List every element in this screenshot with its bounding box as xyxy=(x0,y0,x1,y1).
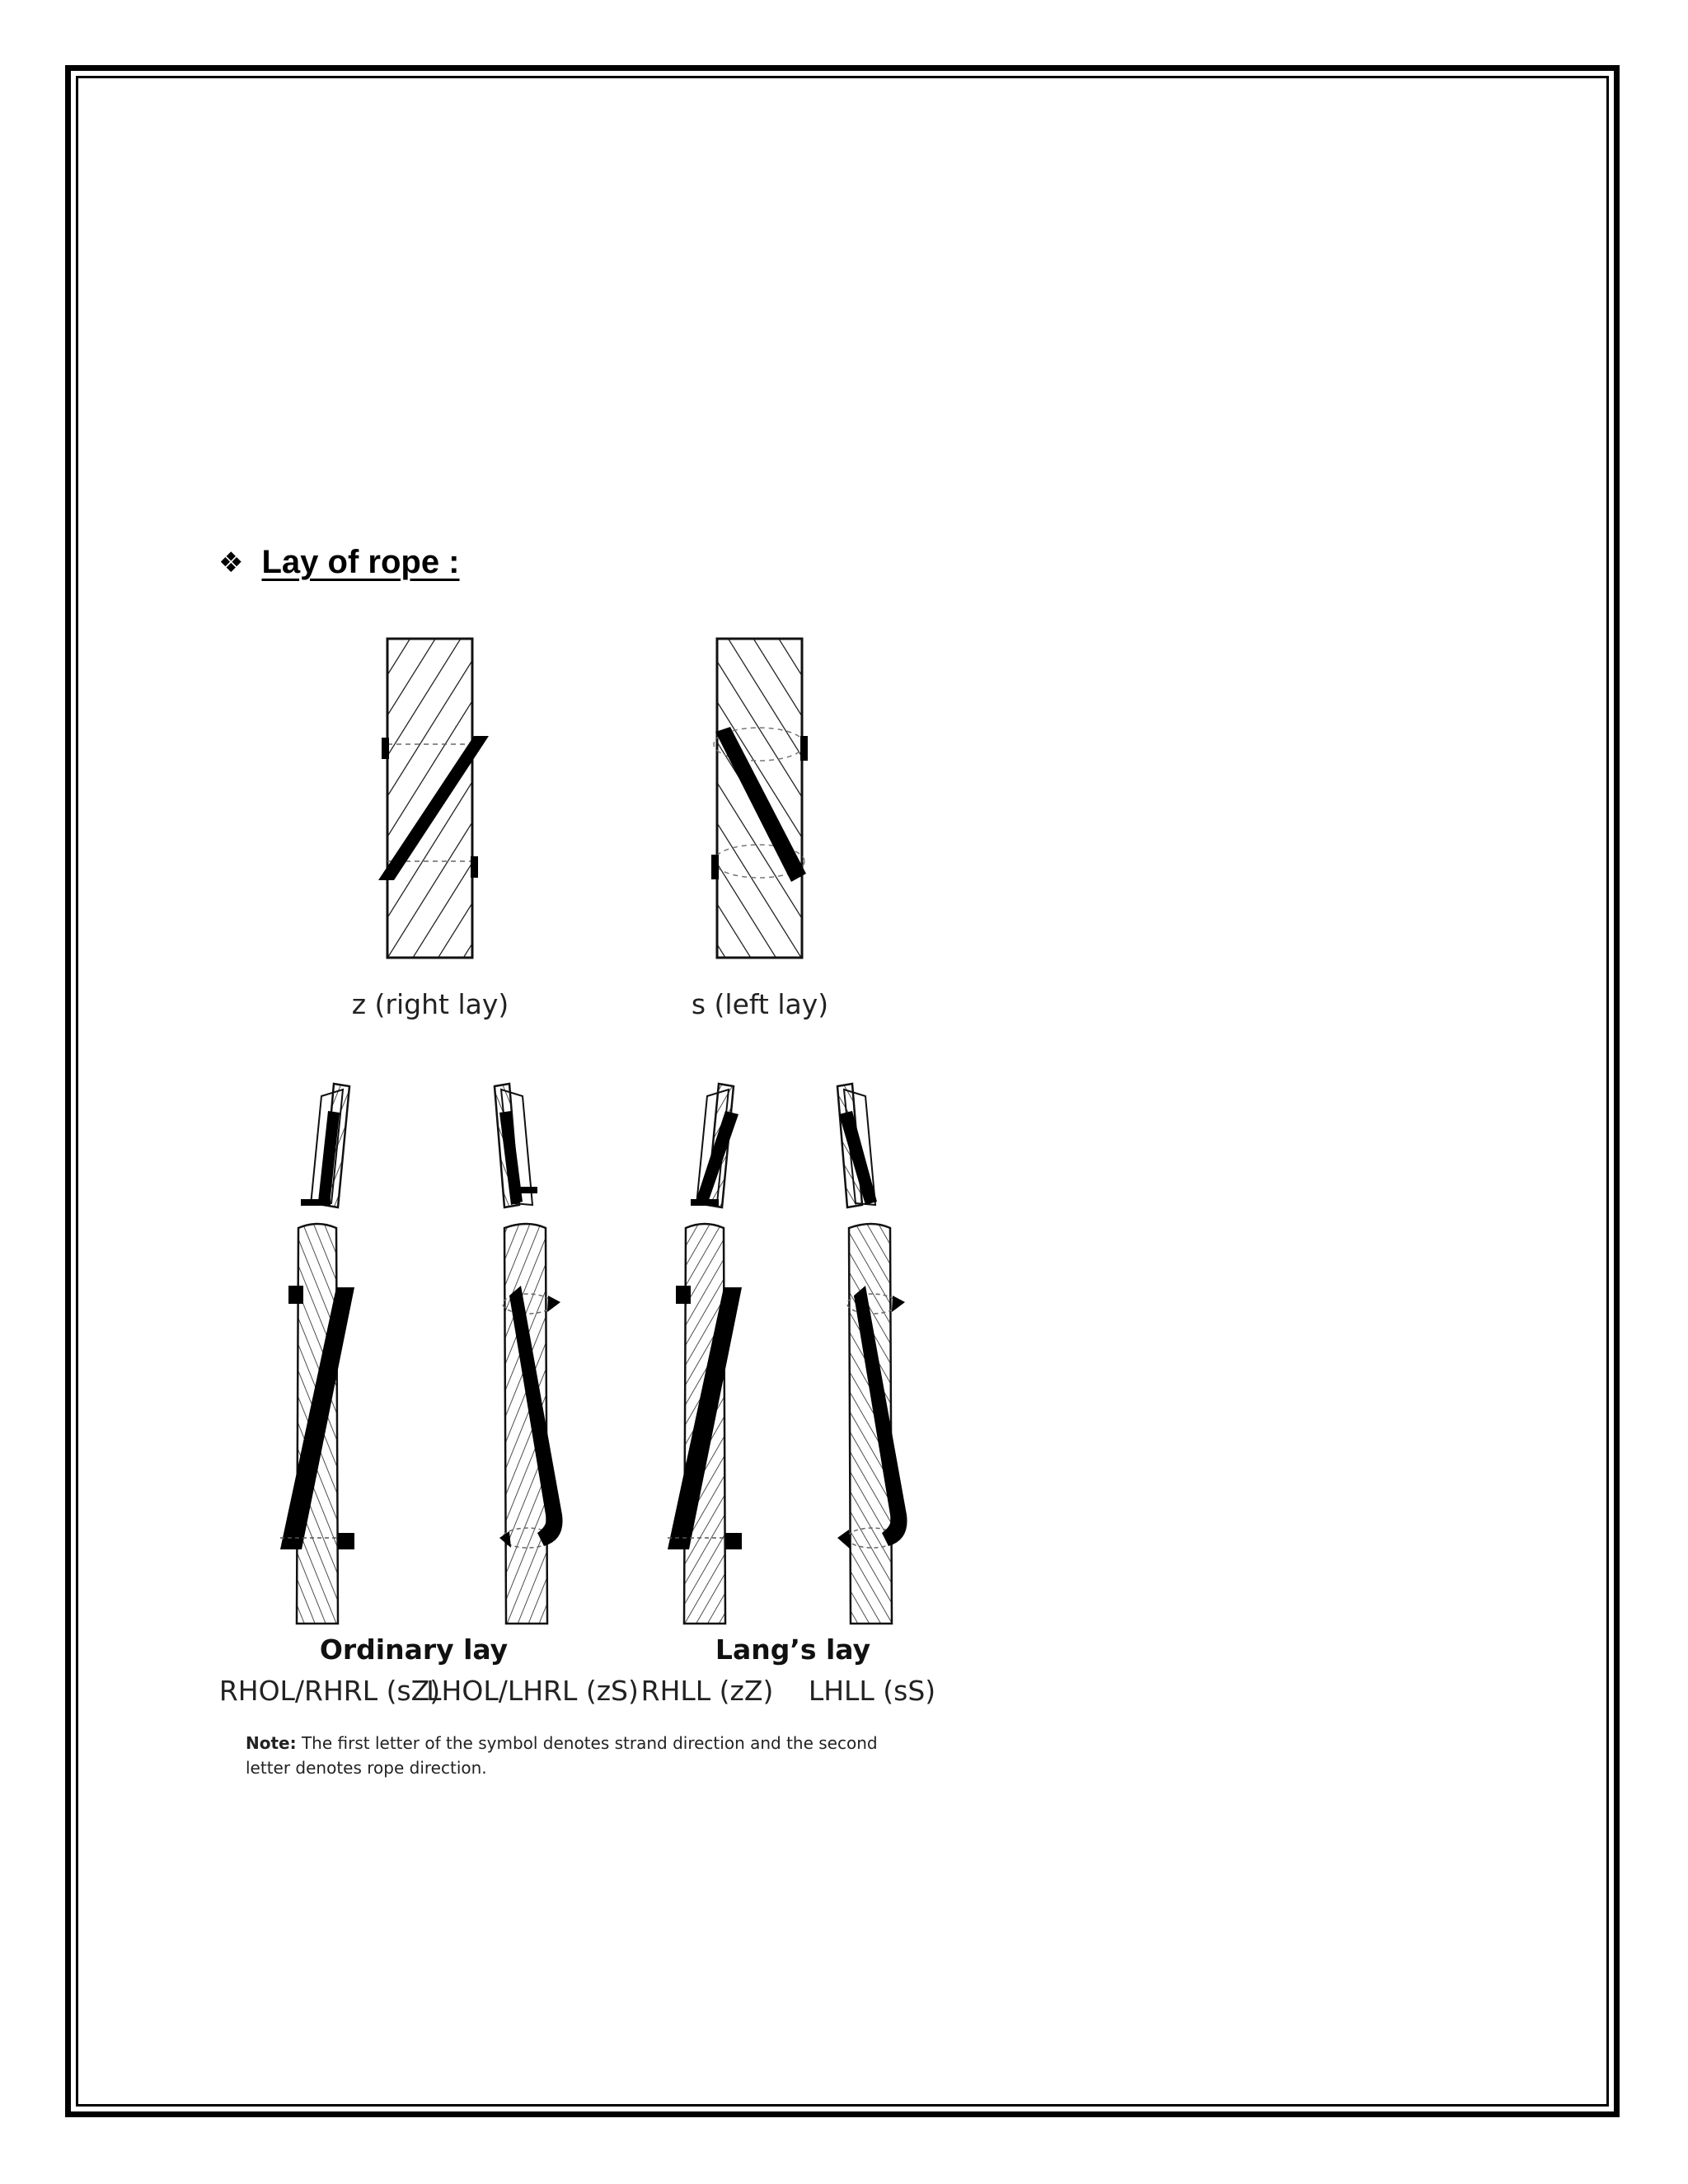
rope-ordinary-right-hand xyxy=(280,1084,354,1624)
z-right-lay-strand xyxy=(378,639,489,958)
s-left-lay-strand xyxy=(711,639,808,958)
diamond-bullet-icon: ❖ xyxy=(218,546,244,579)
rope-label-lhll: LHLL (sS) xyxy=(808,1675,936,1707)
group-label-langs-lay: Lang’s lay xyxy=(715,1633,871,1666)
heading-text: Lay of rope : xyxy=(261,544,460,580)
rope-ordinary-left-hand xyxy=(495,1084,563,1624)
caption-right-lay: z (right lay) xyxy=(351,988,509,1020)
rope-label-lhol: LHOL/LHRL (zS) xyxy=(426,1675,639,1707)
rope-langs-left-hand xyxy=(837,1084,907,1624)
figure-note xyxy=(246,1731,921,1780)
rope-langs-right-hand xyxy=(668,1084,742,1624)
note-body: The first letter of the symbol denotes strand direction and the second letter denotes rope direction. xyxy=(246,1733,878,1778)
rope-label-rhll: RHLL (zZ) xyxy=(640,1675,774,1707)
caption-left-lay: s (left lay) xyxy=(691,988,829,1020)
note-label: Note: xyxy=(246,1733,297,1753)
group-label-ordinary-lay: Ordinary lay xyxy=(319,1633,509,1666)
rope-label-rhol: RHOL/RHRL (sZ) xyxy=(218,1675,441,1707)
